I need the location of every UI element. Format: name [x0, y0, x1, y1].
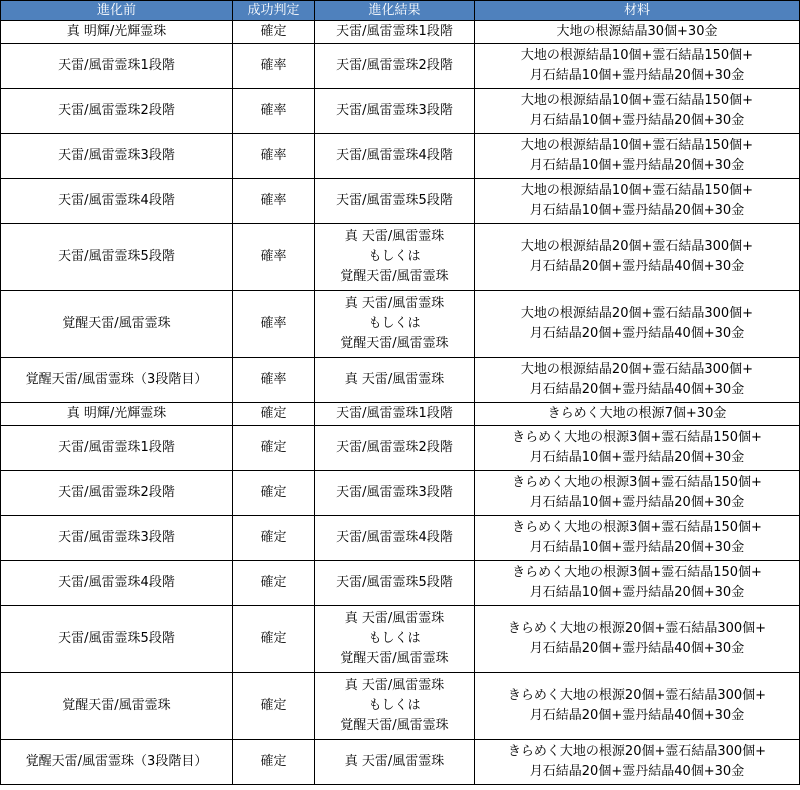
table-row: [1, 224, 800, 291]
cell-judgement: 確定: [233, 606, 315, 673]
materials-line: 大地の根源結晶10個+霊石結晶150個+: [520, 183, 754, 198]
result-line: 天雷/風雷霊珠1段階: [336, 406, 453, 421]
cell-materials: [475, 179, 800, 224]
header-result: 進化結果: [315, 1, 475, 21]
materials-line: 月石結晶20個+霊丹結晶40個+30金: [529, 708, 745, 723]
cell-result: [315, 134, 475, 179]
cell-materials: [475, 89, 800, 134]
table-row: [1, 673, 800, 740]
materials-line: 月石結晶20個+霊丹結晶40個+30金: [529, 382, 745, 397]
cell-judgement: 確定: [233, 426, 315, 471]
cell-result: [315, 740, 475, 785]
result-line: 天雷/風雷霊珠5段階: [336, 575, 453, 590]
cell-before: 天雷/風雷霊珠2段階: [1, 89, 233, 134]
materials-line: 月石結晶10個+霊丹結晶20個+30金: [529, 113, 745, 128]
result-line: 真 天雷/風雷霊珠: [344, 372, 445, 387]
result-line: もしくは: [368, 698, 421, 713]
table-row: [1, 291, 800, 358]
cell-before: 覚醒天雷/風雷霊珠（3段階目）: [1, 740, 233, 785]
table-row: [1, 606, 800, 673]
cell-judgement: 確率: [233, 358, 315, 403]
materials-line: 月石結晶10個+霊丹結晶20個+30金: [529, 68, 745, 83]
header-before: 進化前: [1, 1, 233, 21]
header-materials: 材料: [475, 1, 800, 21]
cell-materials: [475, 561, 800, 606]
result-line: 覚醒天雷/風雷霊珠: [340, 269, 449, 284]
materials-line: 月石結晶10個+霊丹結晶20個+30金: [529, 450, 745, 465]
cell-result: [315, 403, 475, 426]
table-body: [1, 21, 800, 785]
cell-materials: [475, 358, 800, 403]
materials-line: 大地の根源結晶10個+霊石結晶150個+: [520, 48, 754, 63]
cell-materials: [475, 740, 800, 785]
cell-before: 天雷/風雷霊珠3段階: [1, 134, 233, 179]
result-line: 真 天雷/風雷霊珠: [344, 611, 445, 626]
table-row: [1, 134, 800, 179]
materials-line: 大地の根源結晶10個+霊石結晶150個+: [520, 93, 754, 108]
result-line: 覚醒天雷/風雷霊珠: [340, 718, 449, 733]
cell-judgement: 確定: [233, 21, 315, 44]
table-row: [1, 561, 800, 606]
cell-judgement: 確率: [233, 224, 315, 291]
cell-result: [315, 561, 475, 606]
cell-before: 天雷/風雷霊珠3段階: [1, 516, 233, 561]
cell-before: 真 明輝/光輝霊珠: [1, 21, 233, 44]
result-line: もしくは: [368, 631, 421, 646]
materials-line: 月石結晶10個+霊丹結晶20個+30金: [529, 158, 745, 173]
table-row: [1, 89, 800, 134]
materials-line: 大地の根源結晶20個+霊石結晶300個+: [520, 306, 754, 321]
cell-result: [315, 21, 475, 44]
cell-before: 天雷/風雷霊珠4段階: [1, 561, 233, 606]
result-line: 真 天雷/風雷霊珠: [344, 229, 445, 244]
table-row: [1, 426, 800, 471]
materials-line: 月石結晶10個+霊丹結晶20個+30金: [529, 540, 745, 555]
cell-before: 天雷/風雷霊珠2段階: [1, 471, 233, 516]
result-line: 天雷/風雷霊珠4段階: [336, 148, 453, 163]
materials-line: きらめく大地の根源20個+霊石結晶300個+: [507, 688, 767, 703]
cell-result: [315, 516, 475, 561]
cell-materials: [475, 471, 800, 516]
cell-before: 天雷/風雷霊珠5段階: [1, 224, 233, 291]
materials-line: 大地の根源結晶30個+30金: [556, 24, 718, 39]
cell-materials: [475, 673, 800, 740]
cell-judgement: 確率: [233, 291, 315, 358]
materials-line: きらめく大地の根源3個+霊石結晶150個+: [512, 475, 762, 490]
table-row: [1, 403, 800, 426]
cell-result: [315, 179, 475, 224]
materials-line: きらめく大地の根源7個+30金: [547, 406, 727, 421]
result-line: もしくは: [368, 249, 421, 264]
cell-result: [315, 89, 475, 134]
cell-judgement: 確定: [233, 561, 315, 606]
cell-materials: [475, 21, 800, 44]
cell-materials: [475, 44, 800, 89]
materials-line: 大地の根源結晶20個+霊石結晶300個+: [520, 362, 754, 377]
materials-line: きらめく大地の根源20個+霊石結晶300個+: [507, 744, 767, 759]
cell-before: 天雷/風雷霊珠5段階: [1, 606, 233, 673]
result-line: 覚醒天雷/風雷霊珠: [340, 336, 449, 351]
result-line: 真 天雷/風雷霊珠: [344, 754, 445, 769]
cell-materials: [475, 403, 800, 426]
materials-line: 月石結晶20個+霊丹結晶40個+30金: [529, 764, 745, 779]
materials-line: 月石結晶20個+霊丹結晶40個+30金: [529, 326, 745, 341]
materials-line: きらめく大地の根源3個+霊石結晶150個+: [512, 430, 762, 445]
table-row: [1, 358, 800, 403]
cell-before: 覚醒天雷/風雷霊珠: [1, 291, 233, 358]
result-line: 覚醒天雷/風雷霊珠: [340, 651, 449, 666]
result-line: 真 天雷/風雷霊珠: [344, 678, 445, 693]
table-row: [1, 740, 800, 785]
cell-materials: [475, 291, 800, 358]
cell-result: [315, 606, 475, 673]
cell-before: 覚醒天雷/風雷霊珠: [1, 673, 233, 740]
result-line: 天雷/風雷霊珠3段階: [336, 485, 453, 500]
header-row: [1, 1, 800, 21]
cell-result: [315, 673, 475, 740]
table-row: [1, 516, 800, 561]
materials-line: きらめく大地の根源3個+霊石結晶150個+: [512, 520, 762, 535]
cell-judgement: 確率: [233, 179, 315, 224]
materials-line: 大地の根源結晶20個+霊石結晶300個+: [520, 239, 754, 254]
materials-line: きらめく大地の根源20個+霊石結晶300個+: [507, 621, 767, 636]
cell-result: [315, 44, 475, 89]
cell-result: [315, 358, 475, 403]
table-row: [1, 44, 800, 89]
cell-judgement: 確定: [233, 403, 315, 426]
cell-judgement: 確定: [233, 740, 315, 785]
materials-line: きらめく大地の根源3個+霊石結晶150個+: [512, 565, 762, 580]
materials-line: 月石結晶10個+霊丹結晶20個+30金: [529, 203, 745, 218]
cell-result: [315, 471, 475, 516]
result-line: 天雷/風雷霊珠2段階: [336, 440, 453, 455]
cell-materials: [475, 426, 800, 471]
cell-before: 天雷/風雷霊珠4段階: [1, 179, 233, 224]
cell-judgement: 確定: [233, 516, 315, 561]
cell-materials: [475, 224, 800, 291]
table-row: [1, 471, 800, 516]
result-line: 天雷/風雷霊珠2段階: [336, 58, 453, 73]
cell-before: 天雷/風雷霊珠1段階: [1, 426, 233, 471]
materials-line: 月石結晶10個+霊丹結晶20個+30金: [529, 585, 745, 600]
cell-judgement: 確率: [233, 44, 315, 89]
cell-materials: [475, 516, 800, 561]
result-line: 天雷/風雷霊珠3段階: [336, 103, 453, 118]
cell-materials: [475, 134, 800, 179]
cell-result: [315, 291, 475, 358]
result-line: 真 天雷/風雷霊珠: [344, 296, 445, 311]
cell-judgement: 確率: [233, 134, 315, 179]
table-row: [1, 21, 800, 44]
materials-line: 大地の根源結晶10個+霊石結晶150個+: [520, 138, 754, 153]
cell-judgement: 確定: [233, 471, 315, 516]
cell-judgement: 確率: [233, 89, 315, 134]
result-line: 天雷/風雷霊珠1段階: [336, 24, 453, 39]
result-line: もしくは: [368, 316, 421, 331]
header-judgement: 成功判定: [233, 1, 315, 21]
cell-judgement: 確定: [233, 673, 315, 740]
cell-before: 真 明輝/光輝霊珠: [1, 403, 233, 426]
cell-result: [315, 224, 475, 291]
table-row: [1, 179, 800, 224]
result-line: 天雷/風雷霊珠5段階: [336, 193, 453, 208]
materials-line: 月石結晶10個+霊丹結晶20個+30金: [529, 495, 745, 510]
cell-before: 天雷/風雷霊珠1段階: [1, 44, 233, 89]
materials-line: 月石結晶20個+霊丹結晶40個+30金: [529, 259, 745, 274]
cell-materials: [475, 606, 800, 673]
cell-before: 覚醒天雷/風雷霊珠（3段階目）: [1, 358, 233, 403]
materials-line: 月石結晶20個+霊丹結晶40個+30金: [529, 641, 745, 656]
cell-result: [315, 426, 475, 471]
result-line: 天雷/風雷霊珠4段階: [336, 530, 453, 545]
